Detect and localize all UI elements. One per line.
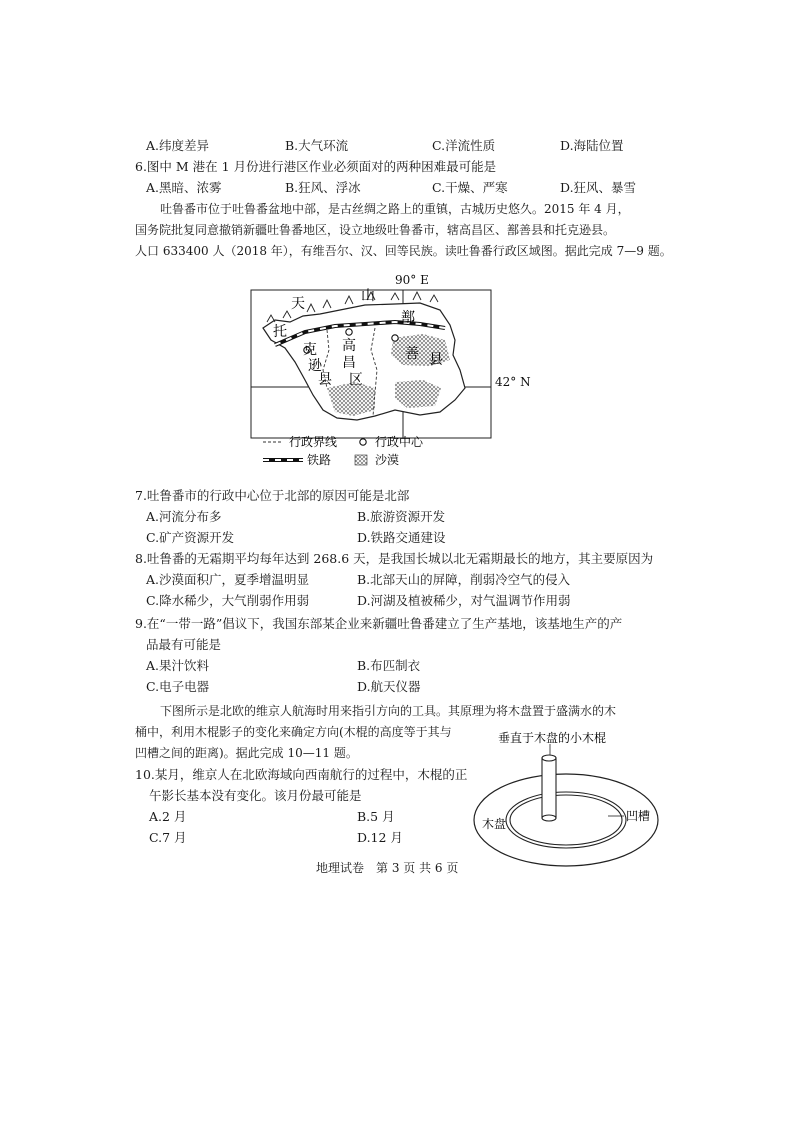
q8-option-d: D.河湖及植被稀少，对气温调节作用弱 <box>357 593 571 608</box>
q8-option-b: B.北部天山的屏障，削弱冷空气的侵入 <box>357 572 571 587</box>
center-gaochang <box>346 329 352 335</box>
legend-desert: 沙漠 <box>375 453 400 467</box>
passage2-line3: 凹槽之间的距离)。据此完成 10—11 题。 <box>135 746 358 760</box>
q6-option-d: D.狂风、暴雪 <box>560 180 637 195</box>
label-xun: 逊 <box>308 358 322 374</box>
legend-railway: 铁路 <box>307 453 332 467</box>
q7-option-d: D.铁路交通建设 <box>357 530 446 545</box>
q9-option-c: C.电子电器 <box>146 679 210 694</box>
legend-desert-symbol <box>355 455 367 465</box>
label-tuo: 托 <box>273 324 287 340</box>
q10-stem-line2: 午影长基本没有变化。该月份最可能是 <box>149 788 362 803</box>
q10-option-a: A.2 月 <box>149 809 187 824</box>
q9-option-b: B.布匹制衣 <box>357 658 421 673</box>
page-footer: 地理试卷 第 3 页 共 6 页 <box>316 861 459 875</box>
center-shanshan <box>392 335 398 341</box>
q7-option-a: A.河流分布多 <box>146 509 222 524</box>
passage1-line3: 人口 633400 人（2018 年），有维吾尔、汉、回等民族。读吐鲁番行政区域图。据此完成 7—9 题。 <box>135 244 672 258</box>
q5-option-b: B.大气环流 <box>285 138 349 153</box>
q8-option-a: A.沙漠面积广，夏季增温明显 <box>146 572 310 587</box>
q10-option-d: D.12 月 <box>357 830 403 845</box>
q7-stem: 7.吐鲁番市的行政中心位于北部的原因可能是北部 <box>135 488 410 503</box>
q6-option-b: B.狂风、浮冰 <box>285 180 361 195</box>
q9-stem-line2: 品最有可能是 <box>146 637 222 652</box>
q10-option-b: B.5 月 <box>357 809 395 824</box>
sun-compass-figure <box>468 728 664 868</box>
turpan-map <box>245 270 575 475</box>
label-ke: 克 <box>303 342 317 358</box>
q9-option-a: A.果汁饮料 <box>146 658 210 673</box>
passage1-line1: 吐鲁番市位于吐鲁番盆地中部，是古丝绸之路上的重镇，古城历史悠久。2015 年 4 月， <box>160 202 630 216</box>
label-qu: 区 <box>349 372 363 388</box>
label-chang: 昌 <box>342 355 356 371</box>
passage2-line1: 下图所示是北欧的维京人航海时用来指引方向的工具。其原理为将木盘置于盛满水的木 <box>160 704 617 718</box>
q6-option-c: C.干燥、严寒 <box>432 180 508 195</box>
groove-label: 凹槽 <box>626 809 651 823</box>
stick-label: 垂直于木盘的小木棍 <box>498 731 607 745</box>
q7-option-b: B.旅游资源开发 <box>357 509 446 524</box>
legend-center-symbol <box>360 439 366 445</box>
q8-option-c: C.降水稀少，大气削弱作用弱 <box>146 593 310 608</box>
stick <box>542 758 556 818</box>
label-shan2: 鄯 <box>401 310 415 326</box>
label-shan: 山 <box>361 288 375 304</box>
q7-option-c: C.矿产资源开发 <box>146 530 235 545</box>
q10-option-c: C.7 月 <box>149 830 187 845</box>
lon-label: 90° E <box>395 273 429 287</box>
label-tian: 天 <box>291 296 305 312</box>
legend-boundary: 行政界线 <box>289 435 338 449</box>
q8-stem: 8.吐鲁番的无霜期平均每年达到 268.6 天，是我国长城以北无霜期最长的地方，其主要原因为 <box>135 551 654 566</box>
legend-center: 行政中心 <box>375 435 424 449</box>
q6-stem: 6.图中 M 港在 1 月份进行港区作业必须面对的两种困难最可能是 <box>135 159 497 174</box>
q5-option-a: A.纬度差异 <box>146 138 210 153</box>
q9-option-d: D.航天仪器 <box>357 679 421 694</box>
board-label: 木盘 <box>482 817 507 831</box>
passage1-line2: 国务院批复同意撤销新疆吐鲁番地区，设立地级吐鲁番市，辖高昌区、鄯善县和托克逊县。 <box>135 223 616 237</box>
q5-option-d: D.海陆位置 <box>560 138 624 153</box>
q5-option-c: C.洋流性质 <box>432 138 496 153</box>
q9-stem-line1: 9.在“一带一路”倡议下，我国东部某企业来新疆吐鲁番建立了生产基地，该基地生产的产 <box>135 616 623 631</box>
q10-stem-line1: 10.某月，维京人在北欧海域向西南航行的过程中，木棍的正 <box>135 767 468 782</box>
q6-option-a: A.黑暗、浓雾 <box>146 180 222 195</box>
lat-label: 42° N <box>495 375 531 389</box>
label-xian1: 县 <box>318 372 332 388</box>
label-xian2: 县 <box>429 352 443 368</box>
passage2-line2: 桶中，利用木棍影子的变化来确定方向(木棍的高度等于其与 <box>135 725 452 739</box>
label-shan3: 善 <box>405 346 419 362</box>
label-gao: 高 <box>342 338 356 354</box>
